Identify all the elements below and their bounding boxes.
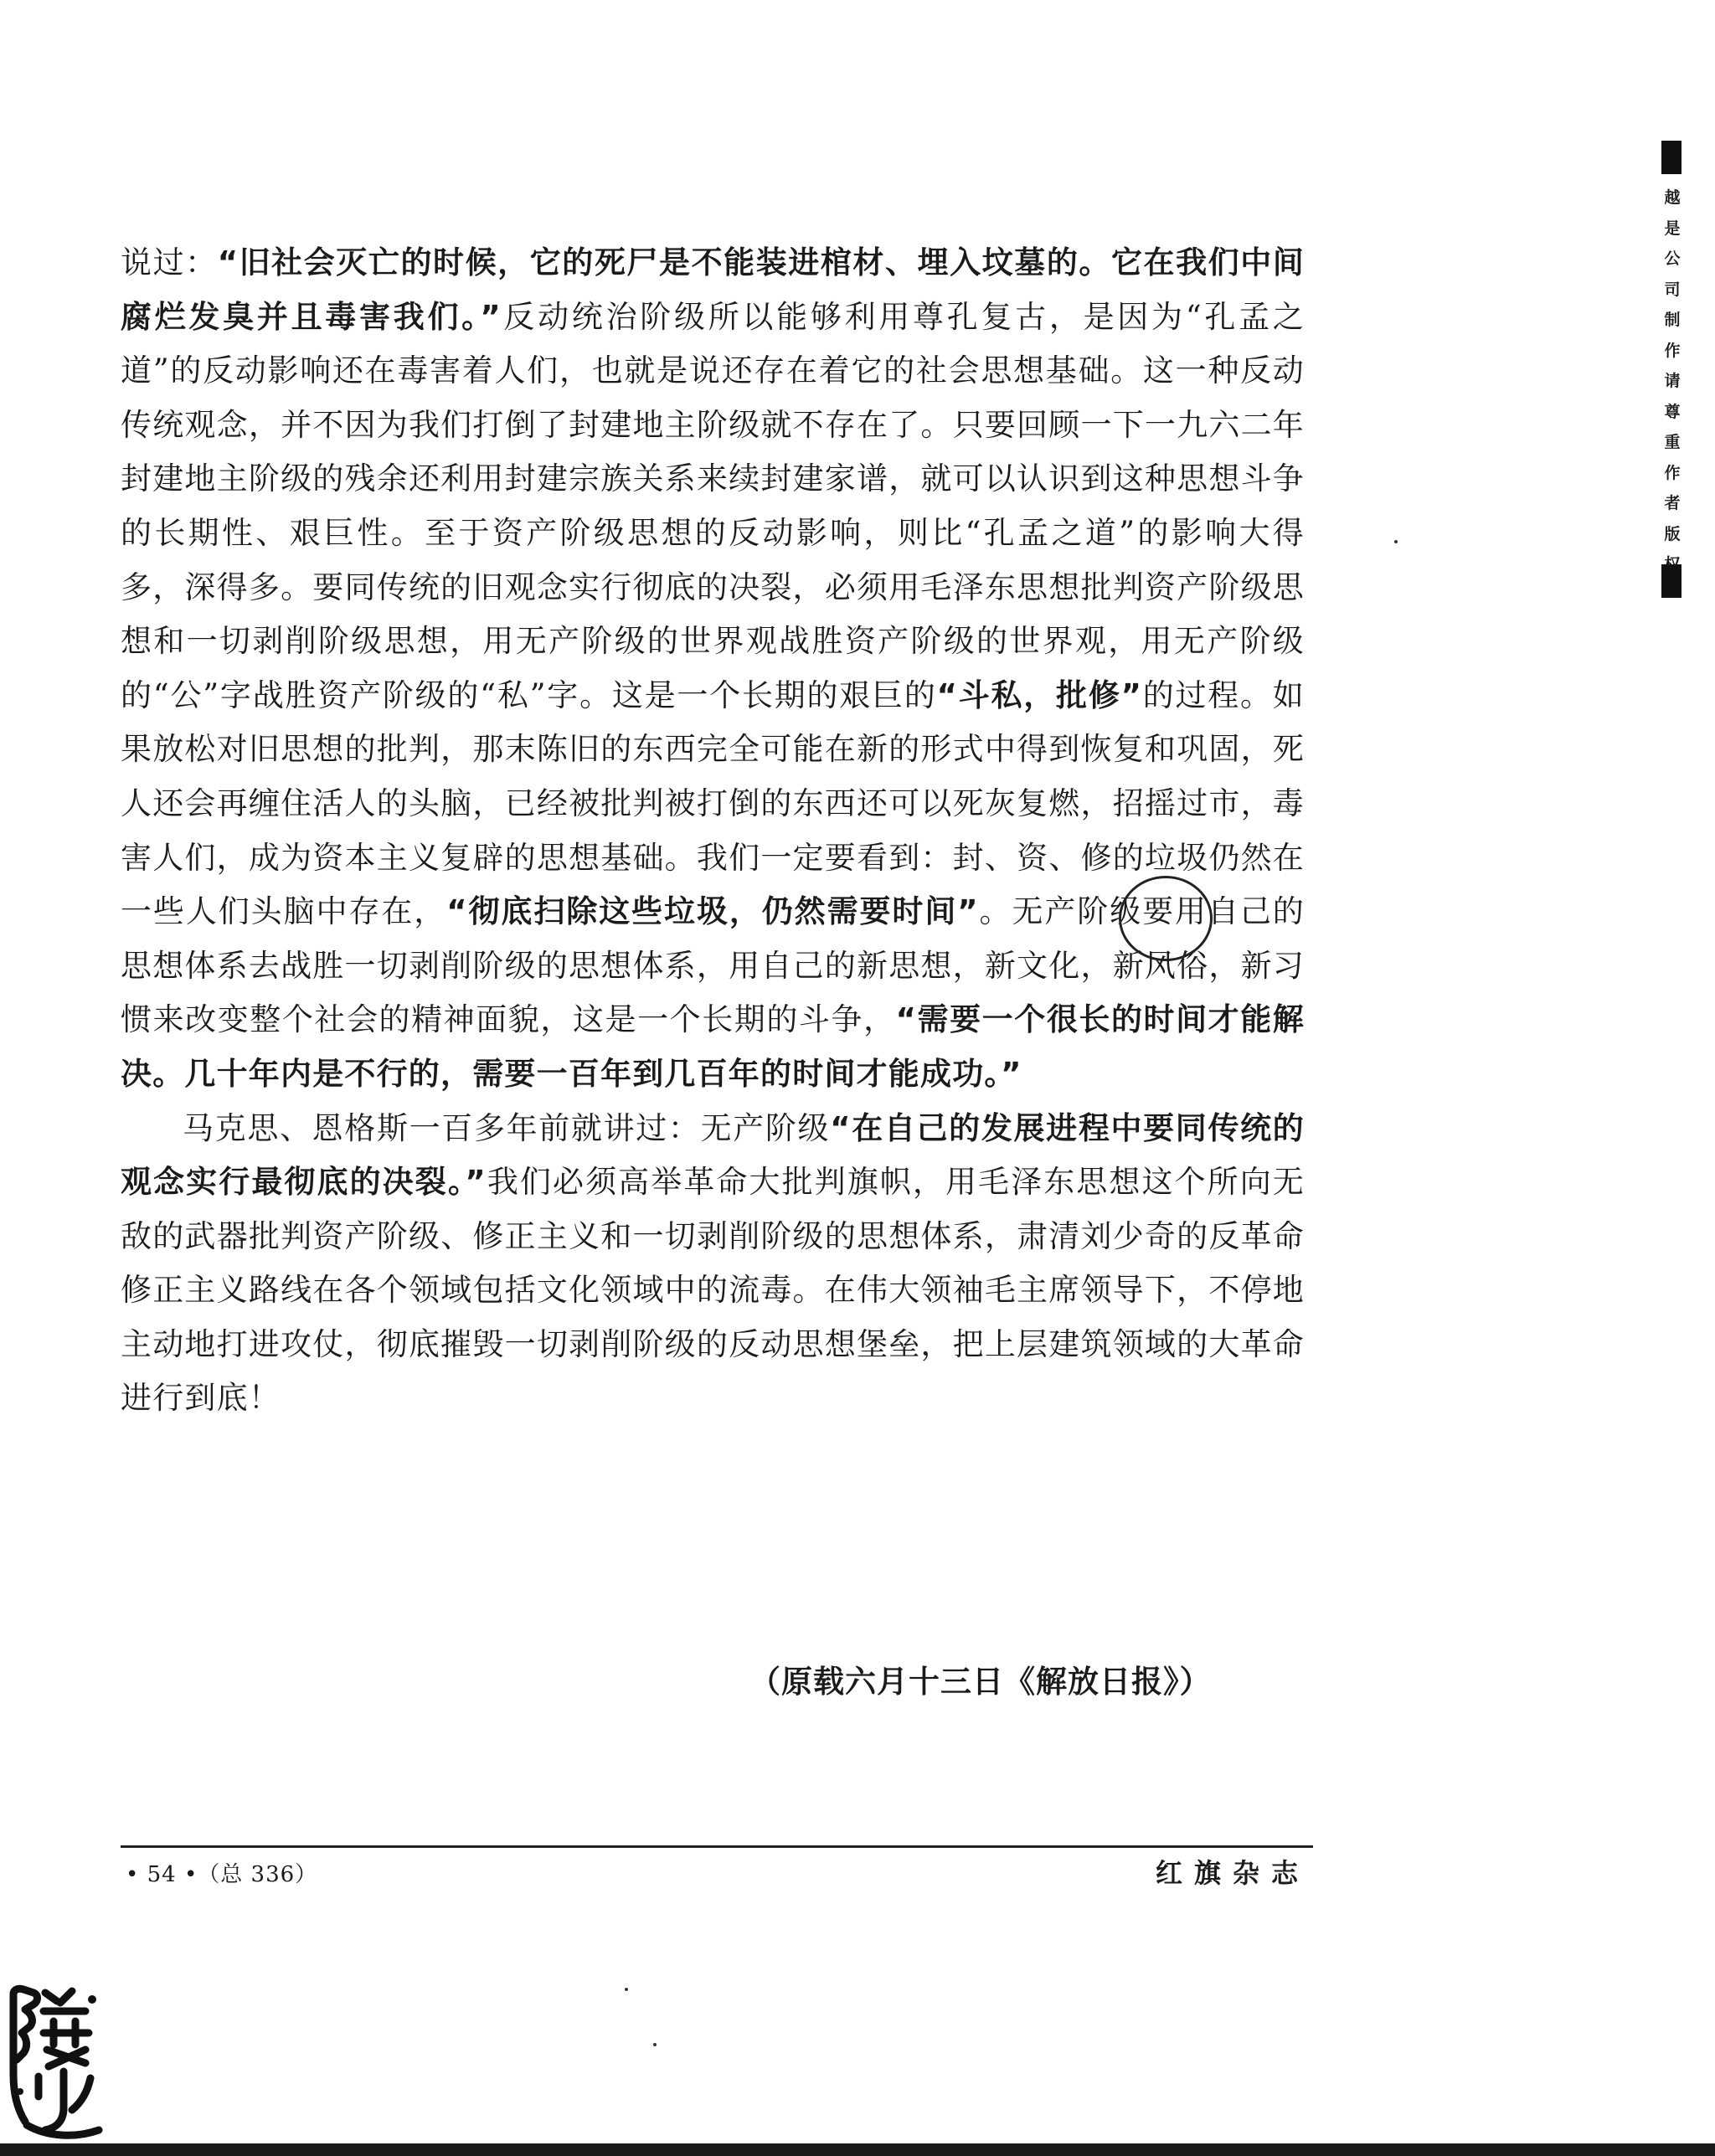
- stamp-char: 重: [1664, 433, 1681, 451]
- body-paragraph: [121, 1102, 1305, 1427]
- quotation-bold: “彻底扫除这些垃圾，仍然需要时间”: [446, 893, 979, 930]
- collector-seal: [5, 1983, 104, 2143]
- stamp-bar-bottom: [1661, 564, 1682, 598]
- scan-speck: [1394, 540, 1398, 543]
- scan-bottom-band: [0, 2143, 1715, 2156]
- stamp-char: 是: [1664, 219, 1681, 238]
- stamp-char: 者: [1664, 494, 1681, 512]
- stamp-char: 公: [1664, 250, 1681, 268]
- stamp-bar-top: [1661, 141, 1682, 174]
- footer-rule: [121, 1845, 1313, 1848]
- page-number: • 54 •（总 336）: [126, 1862, 318, 1887]
- quotation-bold: “需要一个很长的时间才能解决。几十年内是不行的，需要一百年到几百年的时间才能成功。”: [121, 1001, 1305, 1092]
- body-paragraph: [121, 236, 1305, 1102]
- text-run: 。无产阶级要用自己的思想体系去战胜一切剥削阶级的思想体系，用自己的新思想，新文化，新风俗，新习惯来改变整个社会的精神面貌，这是一个长期的斗争，: [121, 893, 1306, 1038]
- stamp-char: 司: [1664, 280, 1681, 299]
- stamp-char: 版: [1664, 524, 1681, 543]
- stamp-char: 制: [1664, 311, 1681, 329]
- text-run: 的过程。如果放松对旧思想的批判，那末陈旧的东西完全可能在新的形式中得到恢复和巩固，死人还会再缠住活人的头脑，已经被批判被打倒的东西还可以死灰复燃，招摇过市，毒害人们，成为资本主义复辟的思想基础。我们一定要看到：封、资、修的垃圾仍然在一些人们头脑中存在，: [121, 677, 1306, 930]
- copyright-side-stamp: [1661, 141, 1688, 610]
- source-note: （原载六月十三日《解放日报》）: [749, 1664, 1212, 1700]
- quotation-bold: “在自己的发展进程中要同传统的观念实行最彻底的决裂。”: [121, 1109, 1305, 1201]
- copyright-notice: [1661, 183, 1683, 580]
- stamp-char: 越: [1664, 188, 1681, 207]
- magazine-name: 红旗杂志: [1156, 1857, 1311, 1889]
- handwritten-circle-mark: [1119, 876, 1213, 961]
- text-run: 我们必须高举革命大批判旗帜，用毛泽东思想这个所向无敌的武器批判资产阶级、修正主义和一切剥削阶级的思想体系，肃清刘少奇的反革命修正主义路线在各个领域包括文化领域中的流毒。在伟大领袖毛主席领导下，不停地主动地打进攻仗，彻底摧毁一切剥削阶级的反动思想堡垒，把上层建筑领域的大革命进行到底！: [121, 1164, 1306, 1417]
- text-run: 反动统治阶级所以能够利用尊孔复古，是因为“孔孟之道”的反动影响还在毒害着人们，也就是说还存在着它的社会思想基础。这一种反动传统观念，并不因为我们打倒了封建地主阶级就不存在了。只要回顾一下一九六二年封建地主阶级的残余还利用封建宗族关系来续封建家谱，就可以认识到这种思想斗争的长期性、艰巨性。至于资产阶级思想的反动影响，则比“孔孟之道”的影响大得多，深得多。要同传统的旧观念实行彻底的决裂，必须用毛泽东思想批判资产阶级思想和一切剥削阶级思想，用无产阶级的世界观战胜资产阶级的世界观，用无产阶级的“公”字战胜资产阶级的“私”字。这是一个长期的艰巨的: [121, 298, 1306, 713]
- article-body: [121, 236, 1305, 1426]
- quotation-bold: “旧社会灭亡的时候，它的死尸是不能装进棺材、埋入坟墓的。它在我们中间腐烂发臭并且毒害我们。”: [121, 244, 1305, 335]
- stamp-char: 请: [1664, 372, 1681, 390]
- stamp-char: 作: [1664, 463, 1681, 482]
- text-run: 说过：: [121, 244, 218, 280]
- scan-speck: [625, 1988, 628, 1991]
- stamp-char: 尊: [1664, 402, 1681, 421]
- scan-speck: [653, 2043, 657, 2046]
- text-run: 马克思、恩格斯一百多年前就讲过：无产阶级: [183, 1109, 831, 1146]
- stamp-char: 作: [1664, 341, 1681, 360]
- quotation-bold: “斗私，批修”: [936, 677, 1143, 713]
